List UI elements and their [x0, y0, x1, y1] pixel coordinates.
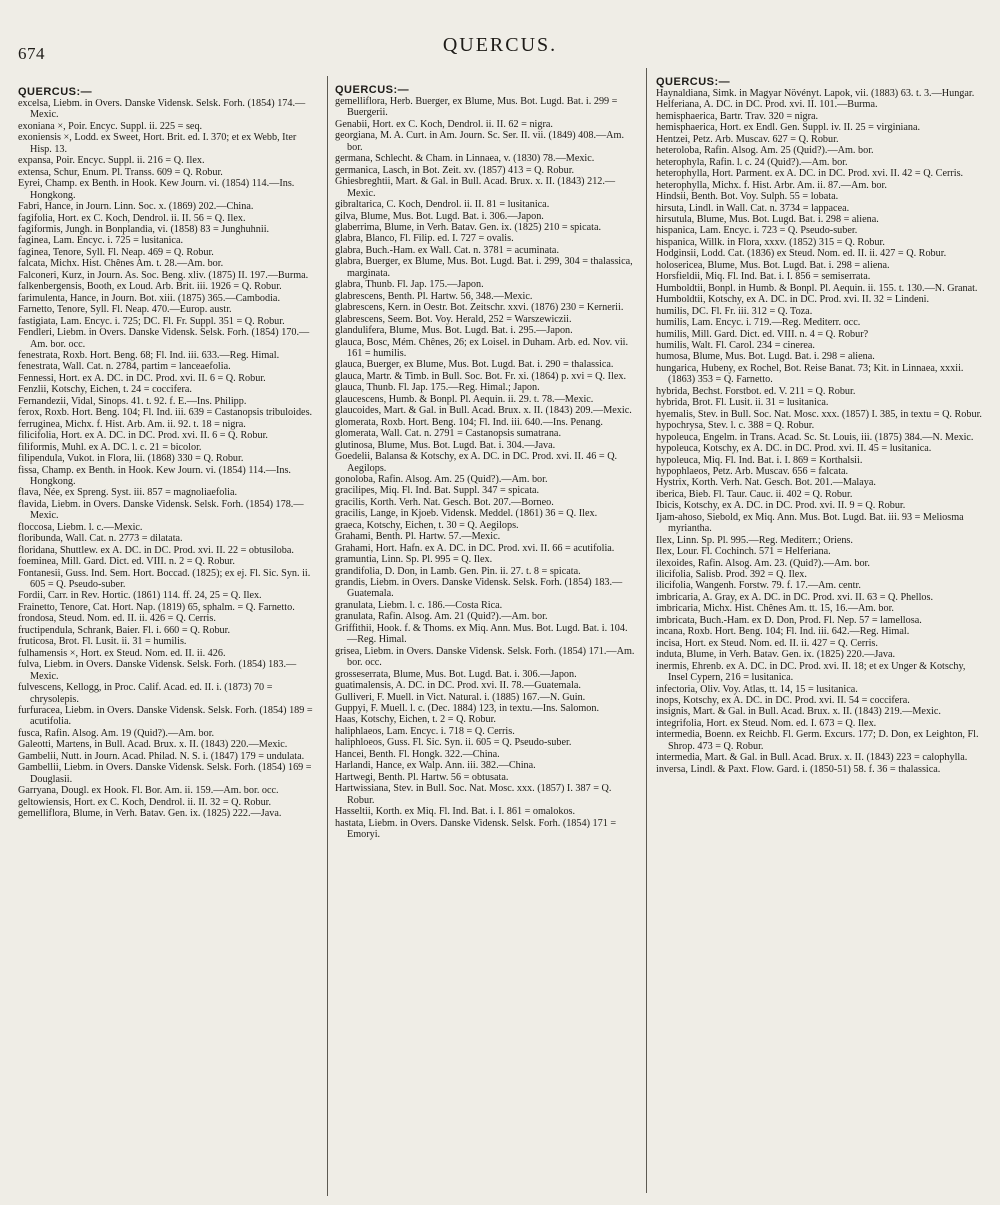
- index-entry: induta, Blume, in Verh. Batav. Gen. ix. (1825) 220.—Java.: [656, 649, 896, 661]
- index-entry: faginea, Lam. Encyc. i. 725 = lusitanica.: [18, 235, 184, 247]
- index-entry: Haas, Kotschy, Eichen, t. 2 = Q. Robur.: [335, 714, 496, 726]
- index-entry: ilicifolia, Wangenh. Forstw. 79. f. 17.—Am. centr.: [656, 580, 861, 592]
- entry-list: [18, 98, 316, 820]
- index-entry: Grahami, Benth. Pl. Hartw. 57.—Mexic.: [335, 531, 501, 543]
- index-entry: fenestrata, Roxb. Hort. Beng. 68; Fl. Ind. iii. 633.—Reg. Himal.: [18, 349, 280, 361]
- index-entry: frondosa, Steud. Nom. ed. II. ii. 426 = Q. Cerris.: [18, 613, 216, 625]
- index-entry: ilicifolia, Salisb. Prod. 392 = Q. Ilex.: [656, 569, 807, 581]
- index-entry: germana, Schlecht. & Cham. in Linnaea, v. (1830) 78.—Mexic.: [335, 153, 595, 165]
- index-entry: glabra, Blanco, Fl. Filip. ed. I. 727 = ovalis.: [335, 233, 514, 245]
- index-entry: Frainetto, Tenore, Cat. Hort. Nap. (1819) 65, sphalm. = Q. Farnetto.: [18, 601, 295, 613]
- index-entry: grandifolia, D. Don, in Lamb. Gen. Pin. ii. 27. t. 8 = spicata.: [335, 565, 581, 577]
- index-entry: Griffithii, Hook. f. & Thoms. ex Miq. Ann. Mus. Bot. Lugd. Bat. i. 104.—Reg. Himal.: [335, 622, 628, 646]
- index-entry: Ghiesbreghtii, Mart. & Gal. in Bull. Acad. Brux. x. II. (1843) 212.—Mexic.: [335, 176, 616, 199]
- index-entry: Hentzei, Petz. Arb. Muscav. 627 = Q. Robur.: [656, 133, 839, 145]
- index-entry: holosericea, Blume, Mus. Bot. Lugd. Bat. i. 298 = aliena.: [656, 259, 890, 271]
- column-2: [335, 84, 637, 1192]
- index-entry: glaucoides, Mart. & Gal. in Bull. Acad. Brux. x. II. (1843) 209.—Mexic.: [335, 405, 632, 417]
- index-entry: hemisphaerica, Bartr. Trav. 320 = nigra.: [656, 110, 819, 122]
- index-entry: incana, Roxb. Hort. Beng. 104; Fl. Ind. iii. 642.—Reg. Himal.: [656, 626, 910, 638]
- index-entry: Fontanesii, Guss. Ind. Sem. Hort. Boccad. (1825); ex ej. Fl. Sic. Syn. ii. 605 = Q. Pseudo-suber.: [18, 567, 311, 591]
- index-entry: glabra, Buerger, ex Blume, Mus. Bot. Lugd. Bat. i. 299, 304 = thalassica, marginata.: [335, 256, 633, 279]
- index-entry: humilis, Mill. Gard. Dict. ed. VIII. n. 4 = Q. Robur?: [656, 328, 869, 340]
- index-entry: filiformis, Muhl. ex A. DC. l. c. 21 = bicolor.: [18, 441, 202, 453]
- index-entry: glomerata, Wall. Cat. n. 2791 = Castanopsis sumatrana.: [335, 428, 561, 440]
- index-entry: Falconeri, Kurz, in Journ. As. Soc. Beng. xliv. (1875) II. 197.—Burma.: [18, 269, 309, 281]
- index-entry: geltowiensis, Hort. ex C. Koch, Dendrol. ii. II. 32 = Q. Robur.: [18, 796, 272, 808]
- index-entry: heteroloba, Rafin. Alsog. Am. 25 (Quid?).—Am. bor.: [656, 145, 874, 157]
- index-entry: hungarica, Hubeny, ex Rochel, Bot. Reise Banat. 73; Kit. in Linnaea, xxxii. (1863) 353 = Q. Farnetto.: [656, 362, 964, 386]
- index-entry: incisa, Hort. ex Steud. Nom. ed. II. ii. 427 = Q. Cerris.: [656, 637, 878, 649]
- index-entry: ferruginea, Michx. f. Hist. Arb. Am. ii. 92. t. 18 = nigra.: [18, 418, 246, 430]
- index-entry: Ijam-ahoso, Siebold, ex Miq. Ann. Mus. Bot. Lugd. Bat. iii. 93 = Meliosma myriantha.: [656, 511, 964, 535]
- index-entry: filicifolia, Hort. ex A. DC. in DC. Prod. xvi. II. 6 = Q. Robur.: [18, 430, 268, 442]
- index-entry: hybrida, Brot. Fl. Lusit. ii. 31 = lusitanica.: [656, 397, 829, 409]
- index-entry: Humboldtii, Bonpl. in Humb. & Bonpl. Pl. Aequin. ii. 155. t. 130.—N. Granat.: [656, 282, 978, 294]
- index-entry: hemisphaerica, Hort. ex Endl. Gen. Suppl. iv. II. 25 = virginiana.: [656, 122, 921, 134]
- index-entry: fusca, Rafin. Alsog. Am. 19 (Quid?).—Am. bor.: [18, 727, 215, 739]
- entry-list: [335, 96, 637, 840]
- index-entry: fagifolia, Hort. ex C. Koch, Dendrol. ii. II. 56 = Q. Ilex.: [18, 212, 246, 224]
- index-entry: Hodginsii, Lodd. Cat. (1836) ex Steud. Nom. ed. II. ii. 427 = Q. Robur.: [656, 248, 947, 260]
- index-entry: hirsutula, Blume, Mus. Bot. Lugd. Bat. i. 298 = aliena.: [656, 213, 879, 225]
- column-rule: [327, 76, 328, 1196]
- index-entry: fissa, Champ. ex Benth. in Hook. Kew Journ. vi. (1854) 114.—Ins. Hongkong.: [18, 464, 291, 487]
- index-entry: glauca, Bosc, Mém. Chênes, 26; ex Loisel. in Duham. Arb. ed. Nov. vii. 161 = humilis.: [335, 336, 629, 359]
- index-entry: glabrescens, Kern. in Oestr. Bot. Zeitschr. xxvi. (1876) 230 = Kernerii.: [335, 302, 624, 314]
- index-entry: Hasseltii, Korth. ex Miq. Fl. Ind. Bat. i. I. 861 = omalokos.: [335, 806, 576, 818]
- index-entry: Ilex, Linn. Sp. Pl. 995.—Reg. Mediterr.; Oriens.: [656, 534, 853, 546]
- index-entry: ilexoides, Rafin. Alsog. Am. 23. (Quid?).—Am. bor.: [656, 557, 870, 569]
- index-entry: humosa, Blume, Mus. Bot. Lugd. Bat. i. 298 = aliena.: [656, 351, 875, 363]
- index-entry: inops, Kotschy, ex A. DC. in DC. Prod. xvi. II. 54 = coccifera.: [656, 695, 910, 707]
- index-entry: fulvescens, Kellogg, in Proc. Calif. Acad. ed. II. i. (1873) 70 = chrysolepis.: [18, 682, 273, 705]
- index-entry: glabra, Thunb. Fl. Jap. 175.—Japon.: [335, 279, 484, 291]
- column-heading: QUERCUS:—: [18, 86, 93, 98]
- index-entry: integrifolia, Hort. ex Steud. Nom. ed. I. 673 = Q. Ilex.: [656, 717, 877, 729]
- index-entry: foeminea, Mill. Gard. Dict. ed. VIII. n. 2 = Q. Robur.: [18, 556, 235, 568]
- index-entry: floribunda, Wall. Cat. n. 2773 = dilatata.: [18, 533, 183, 545]
- index-entry: Hancei, Benth. Fl. Hongk. 322.—China.: [335, 748, 500, 760]
- index-entry: Fordii, Carr. in Rev. Hortic. (1861) 114. ff. 24, 25 = Q. Ilex.: [18, 590, 262, 602]
- index-entry: Genabii, Hort. ex C. Koch, Dendrol. ii. II. 62 = nigra.: [335, 118, 553, 130]
- index-entry: gracilis, Korth. Verh. Nat. Gesch. Bot. 207.—Borneo.: [335, 496, 554, 508]
- column-rule: [646, 68, 647, 1193]
- index-entry: hypophlaeos, Petz. Arb. Muscav. 656 = falcata.: [656, 465, 849, 477]
- index-entry: Eyrei, Champ. ex Benth. in Hook. Kew Journ. vi. (1854) 114.—Ins. Hongkong.: [18, 178, 295, 201]
- index-entry: glauca, Thunb. Fl. Jap. 175.—Reg. Himal.; Japon.: [335, 382, 540, 394]
- index-entry: Hartwegi, Benth. Pl. Hartw. 56 = obtusata.: [335, 771, 509, 783]
- index-entry: falkenbergensis, Booth, ex Loud. Arb. Brit. iii. 1926 = Q. Robur.: [18, 281, 282, 293]
- index-entry: fulva, Liebm. in Overs. Danske Vidensk. Selsk. Forh. (1854) 183.—Mexic.: [18, 659, 297, 682]
- index-entry: intermedia, Boenn. ex Reichb. Fl. Germ. Excurs. 177; D. Don, ex Leighton, Fl. Shrop. 473 = Q. Robur.: [656, 729, 979, 752]
- index-entry: Galeotti, Martens, in Bull. Acad. Brux. x. II. (1843) 220.—Mexic.: [18, 739, 288, 751]
- index-entry: germanica, Lasch, in Bot. Zeit. xv. (1857) 413 = Q. Robur.: [335, 164, 575, 176]
- index-entry: fructipendula, Schrank, Baier. Fl. i. 660 = Q. Robur.: [18, 624, 231, 636]
- index-entry: hispanica, Lam. Encyc. i. 723 = Q. Pseudo-suber.: [656, 225, 858, 237]
- index-entry: Gambellii, Liebm. in Overs. Danske Vidensk. Selsk. Forh. (1854) 169 = Douglasii.: [18, 762, 312, 785]
- index-entry: hypoleuca, Miq. Fl. Ind. Bat. i. I. 869 = Korthalsii.: [656, 454, 863, 466]
- index-entry: excelsa, Liebm. in Overs. Danske Vidensk. Selsk. Forh. (1854) 174.—Mexic.: [18, 98, 306, 121]
- index-entry: inermis, Ehrenb. ex A. DC. in DC. Prod. xvi. II. 18; et ex Unger & Kotschy, Insel Cypern, 216 = lusitanica.: [656, 660, 966, 684]
- index-entry: Harlandi, Hance, ex Walp. Ann. iii. 382.—China.: [335, 760, 536, 772]
- index-entry: farimulenta, Hance, in Journ. Bot. xiii. (1875) 365.—Cambodia.: [18, 292, 280, 304]
- index-entry: floccosa, Liebm. l. c.—Mexic.: [18, 521, 143, 533]
- index-entry: Ibicis, Kotschy, ex A. DC. in DC. Prod. xvi. II. 9 = Q. Robur.: [656, 500, 906, 512]
- index-entry: humilis, DC. Fl. Fr. iii. 312 = Q. Toza.: [656, 305, 813, 317]
- column-3: [656, 76, 986, 1184]
- index-entry: fastigiata, Lam. Encyc. i. 725; DC. Fl. Fr. Suppl. 351 = Q. Robur.: [18, 315, 285, 327]
- index-entry: Hartwissiana, Stev. in Bull. Soc. Nat. Mosc. xxx. (1857) I. 387 = Q. Robur.: [335, 783, 612, 806]
- index-entry: Garryana, Dougl. ex Hook. Fl. Bor. Am. ii. 159.—Am. bor. occ.: [18, 785, 279, 797]
- index-entry: Fenzlii, Kotschy, Eichen, t. 24 = coccifera.: [18, 384, 192, 396]
- index-entry: grandis, Liebm. in Overs. Danske Vidensk. Selsk. Forh. (1854) 183.—Guatemala.: [335, 577, 623, 600]
- index-entry: exoniana ×, Poir. Encyc. Suppl. ii. 225 = seq.: [18, 120, 203, 132]
- index-entry: gemelliflora, Blume, in Verh. Batav. Gen. ix. (1825) 222.—Java.: [18, 808, 282, 820]
- index-entry: Gulliveri, F. Muell. in Vict. Natural. i. (1885) 167.—N. Guin.: [335, 691, 586, 703]
- index-entry: fagiformis, Jungh. in Bonplandia, vi. (1858) 83 = Junghuhnii.: [18, 223, 270, 235]
- index-entry: ferox, Roxb. Hort. Beng. 104; Fl. Ind. iii. 639 = Castanopsis tribuloides.: [18, 407, 313, 419]
- index-entry: hypochrysa, Stev. l. c. 388 = Q. Robur.: [656, 420, 815, 432]
- index-entry: glandulifera, Blume, Mus. Bot. Lugd. Bat. i. 295.—Japon.: [335, 325, 573, 337]
- index-entry: gibraltarica, C. Koch, Dendrol. ii. II. 81 = lusitanica.: [335, 199, 550, 211]
- index-entry: floridana, Shuttlew. ex A. DC. in DC. Prod. xvi. II. 22 = obtusiloba.: [18, 544, 294, 556]
- page-number: 674: [18, 44, 45, 63]
- index-entry: haliphlaeos, Lam. Encyc. i. 718 = Q. Cerris.: [335, 725, 515, 737]
- index-entry: expansa, Poir. Encyc. Suppl. ii. 216 = Q. Ilex.: [18, 155, 205, 167]
- index-entry: glabrescens, Seem. Bot. Voy. Herald, 252 = Warszewiczii.: [335, 313, 572, 325]
- index-entry: hyemalis, Stev. in Bull. Soc. Nat. Mosc. xxx. (1857) I. 385, in textu = Q. Robur.: [656, 408, 982, 420]
- index-entry: humilis, Lam. Encyc. i. 719.—Reg. Mediterr. occ.: [656, 317, 861, 329]
- index-entry: glauca, Martr. & Timb. in Bull. Soc. Bot. Fr. xi. (1864) p. xvi = Q. Ilex.: [335, 370, 626, 382]
- index-entry: flavida, Liebm. in Overs. Danske Vidensk. Selsk. Forh. (1854) 178.—Mexic.: [18, 498, 304, 522]
- index-entry: grosseserrata, Blume, Mus. Bot. Lugd. Bat. i. 306.—Japon.: [335, 668, 577, 680]
- index-entry: Grahami, Hort. Hafn. ex A. DC. in DC. Prod. xvi. II. 66 = acutifolia.: [335, 542, 615, 554]
- index-entry: filipendula, Vukot. in Flora, lii. (1868) 330 = Q. Robur.: [18, 453, 244, 465]
- index-entry: infectoria, Oliv. Voy. Atlas, tt. 14, 15 = lusitanica.: [656, 683, 858, 695]
- entry-list: [656, 88, 986, 775]
- index-entry: glaucescens, Humb. & Bonpl. Pl. Aequin. ii. 29. t. 78.—Mexic.: [335, 393, 594, 405]
- index-entry: Fennessi, Hort. ex A. DC. in DC. Prod. xvi. II. 6 = Q. Robur.: [18, 372, 266, 384]
- index-entry: heterophylla, Hort. Parment. ex A. DC. in DC. Prod. xvi. II. 42 = Q. Cerris.: [656, 168, 964, 180]
- index-entry: glutinosa, Blume, Mus. Bot. Lugd. Bat. i. 304.—Java.: [335, 439, 556, 451]
- index-entry: gemelliflora, Herb. Buerger, ex Blume, Mus. Bot. Lugd. Bat. i. 299 = Buergerii.: [335, 96, 618, 119]
- index-entry: hastata, Liebm. in Overs. Danske Vidensk. Selsk. Forh. (1854) 171 = Emoryi.: [335, 817, 617, 840]
- index-entry: Gambelii, Nutt. in Journ. Acad. Philad. N. S. i. (1847) 179 = undulata.: [18, 750, 305, 762]
- index-entry: glabrescens, Benth. Pl. Hartw. 56, 348.—Mexic.: [335, 290, 533, 302]
- index-entry: imbricata, Buch.-Ham. ex D. Don, Prod. Fl. Nep. 57 = lamellosa.: [656, 614, 922, 626]
- index-entry: hispanica, Willk. in Flora, xxxv. (1852) 315 = Q. Robur.: [656, 236, 885, 248]
- index-entry: Humboldtii, Kotschy, ex A. DC. in DC. Prod. xvi. II. 32 = Lindeni.: [656, 294, 930, 306]
- index-entry: gonoloba, Rafin. Alsog. Am. 25 (Quid?).—Am. bor.: [335, 473, 548, 485]
- index-entry: Hindsii, Benth. Bot. Voy. Sulph. 55 = lobata.: [656, 191, 839, 203]
- index-entry: humilis, Walt. Fl. Carol. 234 = cinerea.: [656, 339, 815, 351]
- index-entry: iberica, Bieb. Fl. Taur. Cauc. ii. 402 = Q. Robur.: [656, 488, 853, 500]
- index-entry: imbricaria, Michx. Hist. Chênes Am. tt. 15, 16.—Am. bor.: [656, 603, 894, 615]
- index-entry: graeca, Kotschy, Eichen, t. 30 = Q. Aegilops.: [335, 519, 519, 531]
- index-entry: fulhamensis ×, Hort. ex Steud. Nom. ed. II. ii. 426.: [18, 647, 226, 659]
- index-entry: fenestrata, Wall. Cat. n. 2784, partim = lanceaefolia.: [18, 361, 231, 373]
- index-entry: Ilex, Lour. Fl. Cochinch. 571 = Helferiana.: [656, 546, 831, 558]
- index-entry: flava, Née, ex Spreng. Syst. iii. 857 = magnoliaefolia.: [18, 487, 238, 499]
- column-heading: QUERCUS:—: [335, 84, 410, 96]
- index-entry: extensa, Schur, Enum. Pl. Transs. 609 = Q. Robur.: [18, 166, 223, 178]
- index-entry: Fernandezii, Vidal, Sinops. 41. t. 92. f. E.—Ins. Philipp.: [18, 395, 247, 407]
- index-entry: glabra, Buch.-Ham. ex Wall. Cat. n. 3781 = acuminata.: [335, 244, 559, 256]
- index-entry: grisea, Liebm. in Overs. Danske Vidensk. Selsk. Forh. (1854) 171.—Am. bor. occ.: [335, 645, 635, 669]
- index-entry: hirsuta, Lindl. in Wall. Cat. n. 3734 = lappacea.: [656, 202, 850, 214]
- index-entry: Fendleri, Liebm. in Overs. Danske Vidensk. Selsk. Forh. (1854) 170.—Am. bor. occ.: [18, 327, 310, 350]
- index-entry: exoniensis ×, Lodd. ex Sweet, Hort. Brit. ed. I. 370; et ex Webb, Iter Hisp. 13.: [18, 132, 297, 155]
- column-heading: QUERCUS:—: [656, 76, 731, 88]
- index-entry: gracilis, Lange, in Kjoeb. Vidensk. Meddel. (1861) 36 = Q. Ilex.: [335, 508, 598, 520]
- index-entry: Goedelii, Balansa & Kotschy, ex A. DC. in DC. Prod. xvi. II. 46 = Q. Aegilops.: [335, 451, 618, 474]
- index-entry: glauca, Buerger, ex Blume, Mus. Bot. Lugd. Bat. i. 290 = thalassica.: [335, 359, 614, 371]
- index-entry: hypoleuca, Kotschy, ex A. DC. in DC. Prod. xvi. II. 45 = lusitanica.: [656, 443, 932, 455]
- index-entry: heterophylla, Michx. f. Hist. Arbr. Am. ii. 87.—Am. bor.: [656, 179, 887, 191]
- index-entry: inversa, Lindl. & Paxt. Flow. Gard. i. (1850-51) 58. f. 36 = thalassica.: [656, 763, 941, 775]
- index-entry: gracilipes, Miq. Fl. Ind. Bat. Suppl. 347 = spicata.: [335, 485, 540, 497]
- index-entry: hypoleuca, Engelm. in Trans. Acad. Sc. St. Louis, iii. (1875) 384.—N. Mexic.: [656, 431, 974, 443]
- index-entry: furfuracea, Liebm. in Overs. Danske Vidensk. Selsk. Forh. (1854) 189 = acutifolia.: [18, 705, 313, 728]
- index-entry: imbricaria, A. Gray, ex A. DC. in DC. Prod. xvi. II. 63 = Q. Phellos.: [656, 591, 934, 603]
- index-entry: fruticosa, Brot. Fl. Lusit. ii. 31 = humilis.: [18, 636, 187, 648]
- index-entry: glomerata, Roxb. Hort. Beng. 104; Fl. Ind. iii. 640.—Ins. Penang.: [335, 416, 603, 428]
- running-title: QUERCUS.: [442, 34, 558, 56]
- column-1: [18, 86, 316, 1194]
- index-entry: Hystrix, Korth. Verh. Nat. Gesch. Bot. 201.—Malaya.: [656, 477, 876, 489]
- index-entry: hybrida, Bechst. Forstbot. ed. V. 211 = Q. Robur.: [656, 385, 856, 397]
- index-entry: glaberrima, Blume, in Verh. Batav. Gen. ix. (1825) 210 = spicata.: [335, 221, 602, 233]
- index-entry: Haynaldiana, Simk. in Magyar Növényt. Lapok, vii. (1883) 63. t. 3.—Hungar.: [656, 88, 975, 99]
- index-entry: granulata, Rafin. Alsog. Am. 21 (Quid?).—Am. bor.: [335, 611, 548, 623]
- index-entry: faginea, Tenore, Syll. Fl. Neap. 469 = Q. Robur.: [18, 246, 214, 258]
- index-entry: gramuntia, Linn. Sp. Pl. 995 = Q. Ilex.: [335, 554, 493, 566]
- index-entry: gilva, Blume, Mus. Bot. Lugd. Bat. i. 306.—Japon.: [335, 210, 544, 222]
- index-entry: intermedia, Mart. & Gal. in Bull. Acad. Brux. x. II. (1843) 223 = calophylla.: [656, 752, 968, 764]
- index-entry: Helferiana, A. DC. in DC. Prod. xvi. II. 101.—Burma.: [656, 99, 878, 111]
- index-entry: Farnetto, Tenore, Syll. Fl. Neap. 470.—Europ. austr.: [18, 304, 232, 316]
- index-entry: Guppyi, F. Muell. l. c. (Dec. 1884) 123, in textu.—Ins. Salomon.: [335, 703, 600, 715]
- index-entry: heterophyla, Rafin. l. c. 24 (Quid?).—Am. bor.: [656, 156, 848, 168]
- index-entry: guatimalensis, A. DC. in DC. Prod. xvi. II. 78.—Guatemala.: [335, 680, 581, 692]
- index-entry: georgiana, M. A. Curt. in Am. Journ. Sc. Ser. II. vii. (1849) 408.—Am. bor.: [335, 130, 625, 153]
- index-entry: haliphloeos, Guss. Fl. Sic. Syn. ii. 605 = Q. Pseudo-suber.: [335, 737, 572, 749]
- index-entry: falcata, Michx. Hist. Chênes Am. t. 28.—Am. bor.: [18, 258, 224, 270]
- index-entry: granulata, Liebm. l. c. 186.—Costa Rica.: [335, 599, 503, 611]
- index-entry: Fabri, Hance, in Journ. Linn. Soc. x. (1869) 202.—China.: [18, 201, 254, 213]
- index-entry: Horsfieldii, Miq. Fl. Ind. Bat. i. I. 856 = semiserrata.: [656, 271, 871, 283]
- index-entry: insignis, Mart. & Gal. in Bull. Acad. Brux. x. II. (1843) 219.—Mexic.: [656, 706, 941, 718]
